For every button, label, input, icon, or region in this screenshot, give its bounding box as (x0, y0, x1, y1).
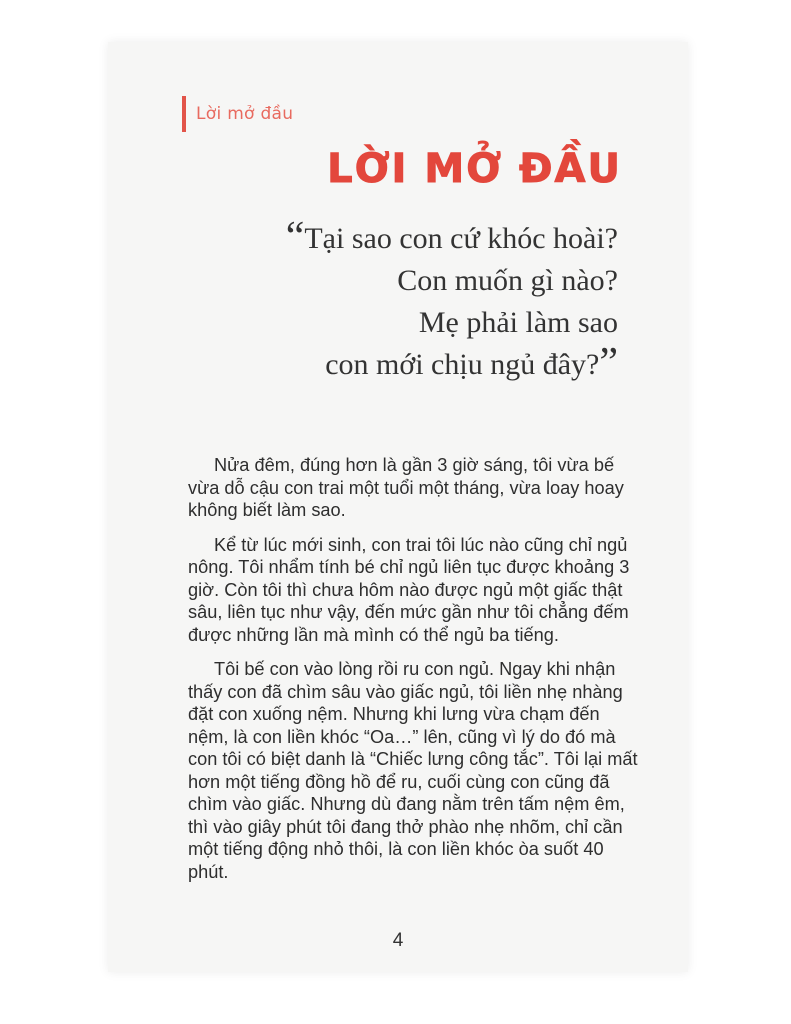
chapter-title: LỜI MỞ ĐẦU (327, 146, 622, 192)
running-head-bar (182, 96, 186, 132)
close-quote-mark: ” (599, 340, 618, 386)
open-quote-mark: “ (285, 214, 305, 260)
book-page (108, 42, 688, 972)
running-head (182, 96, 293, 132)
paragraph-2: Kể từ lúc mới sinh, con trai tôi lúc nào cũng chỉ ngủ nông. Tôi nhẩm tính bé chỉ ngủ liên tục được khoảng 3 giờ. Còn tôi thì chưa hôm nào được ngủ một giấc thật sâu, liên tục như vậy, đến mức gần như tôi chẳng đếm được những lần mà mình có thể ngủ ba tiếng. (188, 534, 630, 645)
running-head-label: Lời mở đầu (196, 104, 294, 124)
quote-line-2: Con muốn gì nào? (397, 264, 618, 297)
epigraph-quote (285, 214, 618, 386)
quote-line-1: “Tại sao con cứ khóc hoài? (285, 214, 618, 260)
quote-line-3: Mẹ phải làm sao (418, 306, 618, 339)
paragraph-3: Tôi bế con vào lòng rồi ru con ngủ. Ngay khi nhận thấy con đã chìm sâu vào giấc ngủ, tôi liền nhẹ nhàng đặt con xuống nệm. Nhưng khi lưng vừa chạm đến nệm, là con liền khóc “Oa…” lên, cũng vì lý do đó mà con tôi có biệt danh là “Chiếc lưng công tắc”. Tôi lại mất hơn một tiếng đồng hồ để ru, cuối cùng con cũng đã chìm vào giấc. Nhưng dù đang nằm trên tấm nệm êm, thì vào giây phút tôi đang thở phào nhẹ nhõm, chỉ cần một tiếng động nhỏ thôi, là con liền khóc òa suốt 40 phút. (188, 659, 638, 882)
body-text (188, 454, 638, 895)
paragraph-1: Nửa đêm, đúng hơn là gần 3 giờ sáng, tôi vừa bế vừa dỗ cậu con trai một tuổi một tháng, vừa loay hoay không biết làm sao. (188, 455, 624, 520)
quote-line-4: con mới chịu ngủ đây?” (325, 340, 618, 386)
page-number: 4 (392, 930, 404, 951)
